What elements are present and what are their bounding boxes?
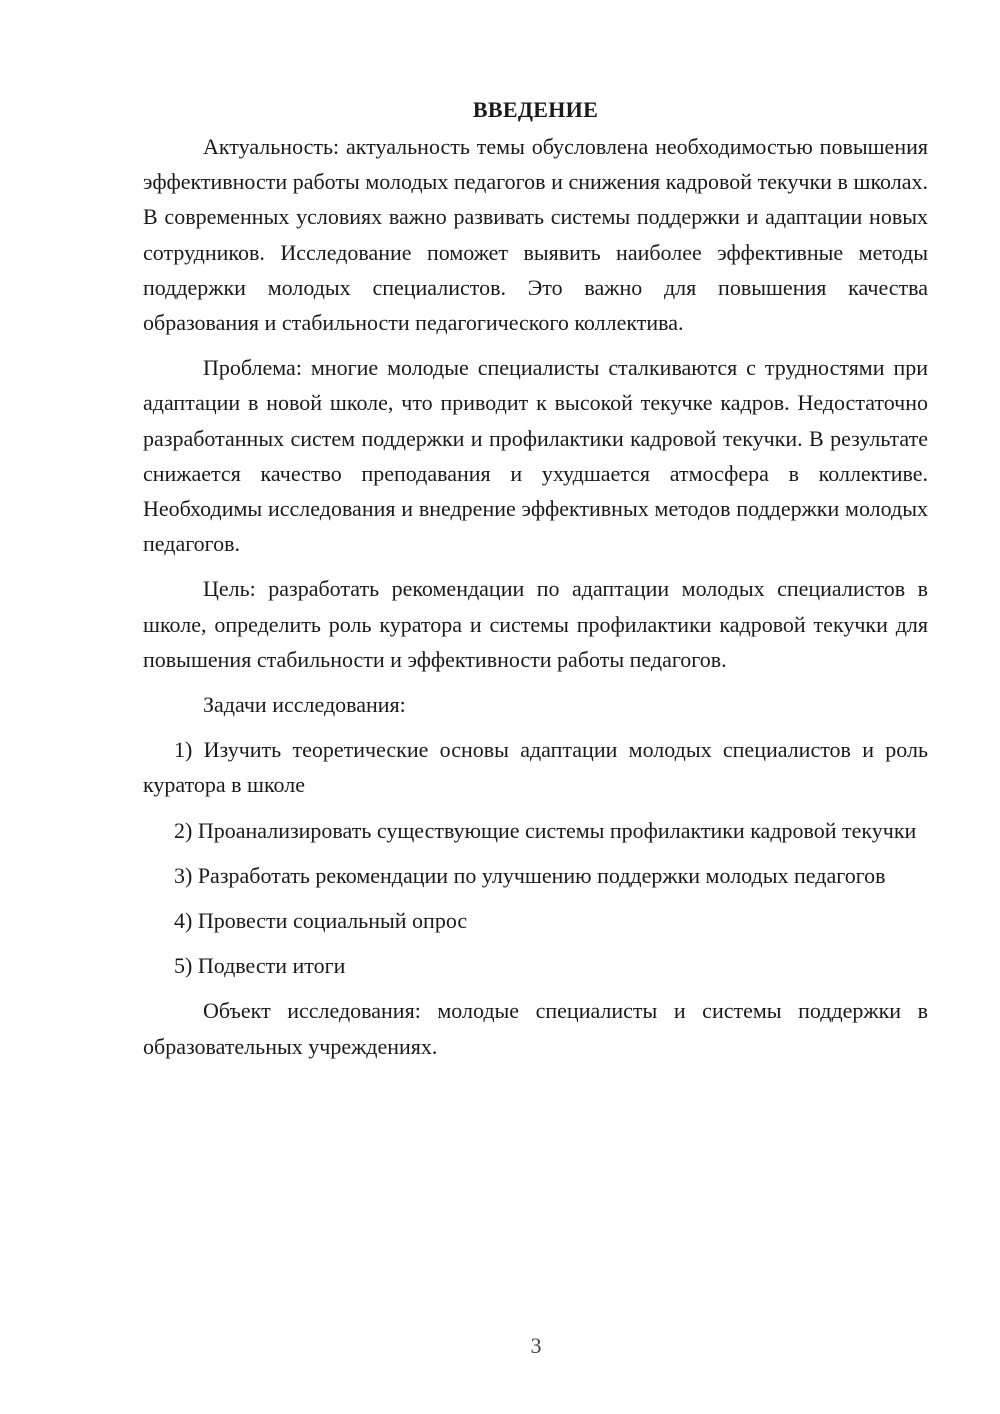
paragraph-relevance: Актуальность: актуальность темы обусловлена необходимостью повышения эффективности работы молодых педагогов и снижения кадровой текучки в школах. В современных условиях важно развивать системы поддержки и адаптации новых сотрудников. Исследование поможет выявить наиболее эффективные методы поддержки молодых специалистов. Это важно для повышения качества образования и стабильности педагогического коллектива. [143, 134, 928, 336]
document-page [143, 92, 928, 1074]
task-item-5: 5) Подвести итоги [174, 953, 346, 979]
paragraph-tasks-title: Задачи исследования: [203, 692, 406, 718]
paragraph-goal: Цель: разработать рекомендации по адаптации молодых специалистов в школе, определить роль куратора и системы профилактики кадровой текучки для повышения стабильности и эффективности работы педагогов. [143, 576, 928, 672]
page-number: 3 [530, 1333, 542, 1358]
task-item-1: 1) Изучить теоретические основы адаптации молодых специалистов и роль куратора в школе [143, 737, 928, 798]
paragraph-object: Объект исследования: молодые специалисты и системы поддержки в образовательных учреждениях. [143, 998, 928, 1059]
task-item-2: 2) Проанализировать существующие системы профилактики кадровой текучки [174, 817, 917, 843]
paragraph-problem: Проблема: многие молодые специалисты сталкиваются с трудностями при адаптации в новой школе, что приводит к высокой текучке кадров. Недостаточно разработанных систем поддержки и профилактики кадровой текучки. В результате снижается качество преподавания и ухудшается атмосфера в коллективе. Необходимы исследования и внедрение эффективных методов поддержки молодых педагогов. [143, 355, 928, 557]
task-item-4: 4) Провести социальный опрос [174, 908, 468, 934]
task-item-3: 3) Разработать рекомендации по улучшению поддержки молодых педагогов [174, 862, 886, 888]
section-heading: ВВЕДЕНИЕ [472, 97, 599, 122]
